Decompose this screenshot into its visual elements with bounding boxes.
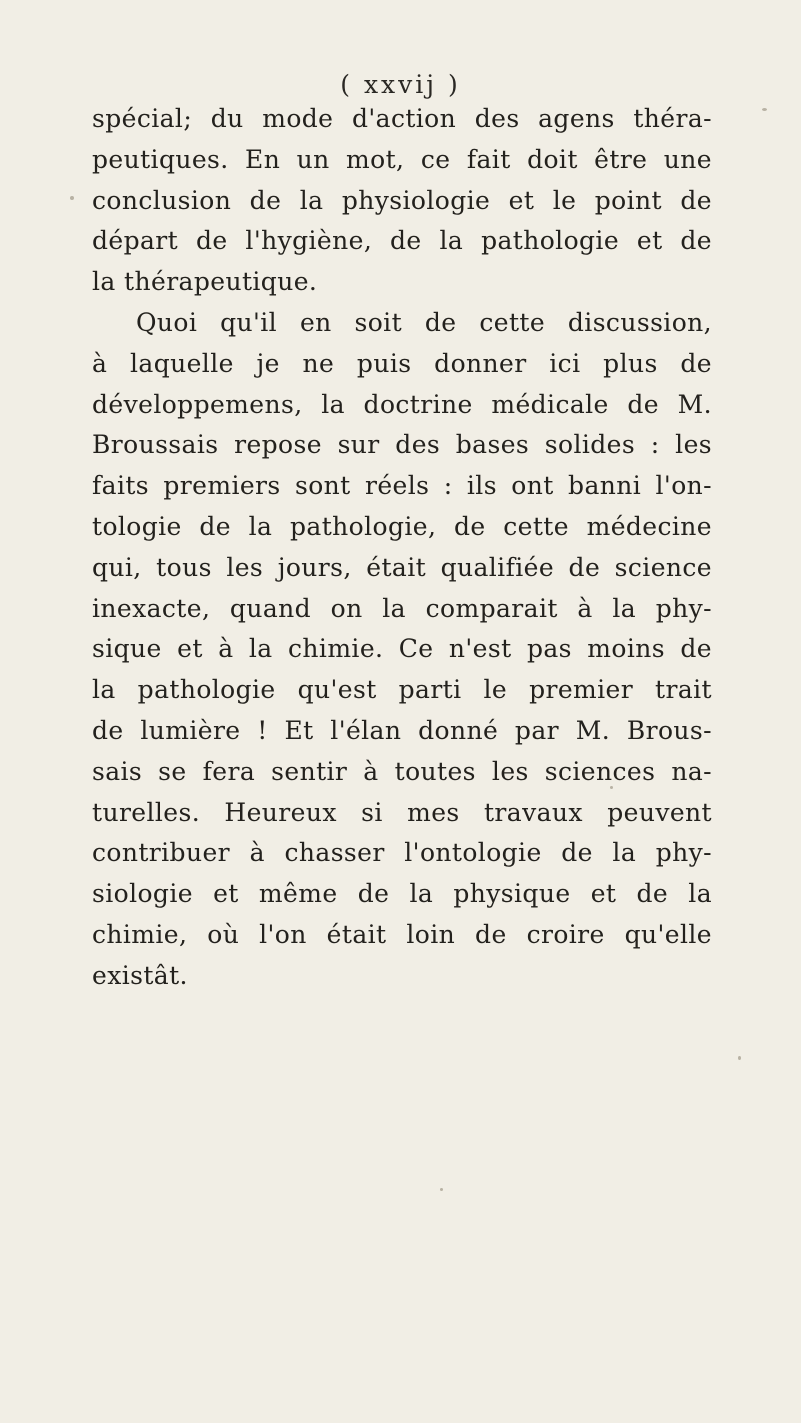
paper-speck [762, 108, 767, 111]
paper-speck [70, 196, 74, 200]
text-line: conclusion de la physiologie et le point de [92, 185, 712, 215]
text-line: siologie et même de la physique et de la [92, 879, 712, 909]
text-line: la pathologie qu'est parti le premier trait [92, 675, 712, 705]
text-line: sique et à la chimie. Ce n'est pas moins de [92, 634, 712, 664]
text-line: Quoi qu'il en soit de cette discussion, [136, 307, 712, 337]
paper-speck [738, 1056, 741, 1060]
text-line: turelles. Heureux si mes travaux peuvent [92, 797, 712, 827]
text-line: peutiques. En un mot, ce fait doit être une [92, 144, 712, 174]
body-text [92, 99, 712, 997]
text-line: la thérapeutique. [92, 267, 318, 297]
text-line: à laquelle je ne puis donner ici plus de [92, 348, 712, 378]
text-line: spécial; du mode d'action des agens théra- [92, 104, 712, 133]
text-line: qui, tous les jours, était qualifiée de science [92, 552, 712, 582]
text-line: contribuer à chasser l'ontologie de la phy- [92, 838, 712, 868]
text-line: développemens, la doctrine médicale de M. [92, 389, 712, 419]
text-line: tologie de la pathologie, de cette médecine [92, 511, 712, 541]
text-line: départ de l'hygiène, de la pathologie et de [92, 226, 712, 256]
text-line: faits premiers sont réels : ils ont banni l'on- [92, 471, 712, 501]
text-line: chimie, où l'on était loin de croire qu'elle [92, 919, 712, 949]
text-line: existât. [92, 960, 188, 990]
paper-speck [440, 1188, 443, 1191]
text-line: de lumière ! Et l'élan donné par M. Brous- [92, 715, 712, 745]
text-line: inexacte, quand on la comparait à la phy- [92, 593, 712, 623]
text-line: Broussais repose sur des bases solides : les [92, 430, 712, 460]
paper-speck [610, 786, 613, 789]
text-line: sais se fera sentir à toutes les sciences na- [92, 756, 712, 786]
page-number: ( xxvij ) [340, 70, 461, 99]
